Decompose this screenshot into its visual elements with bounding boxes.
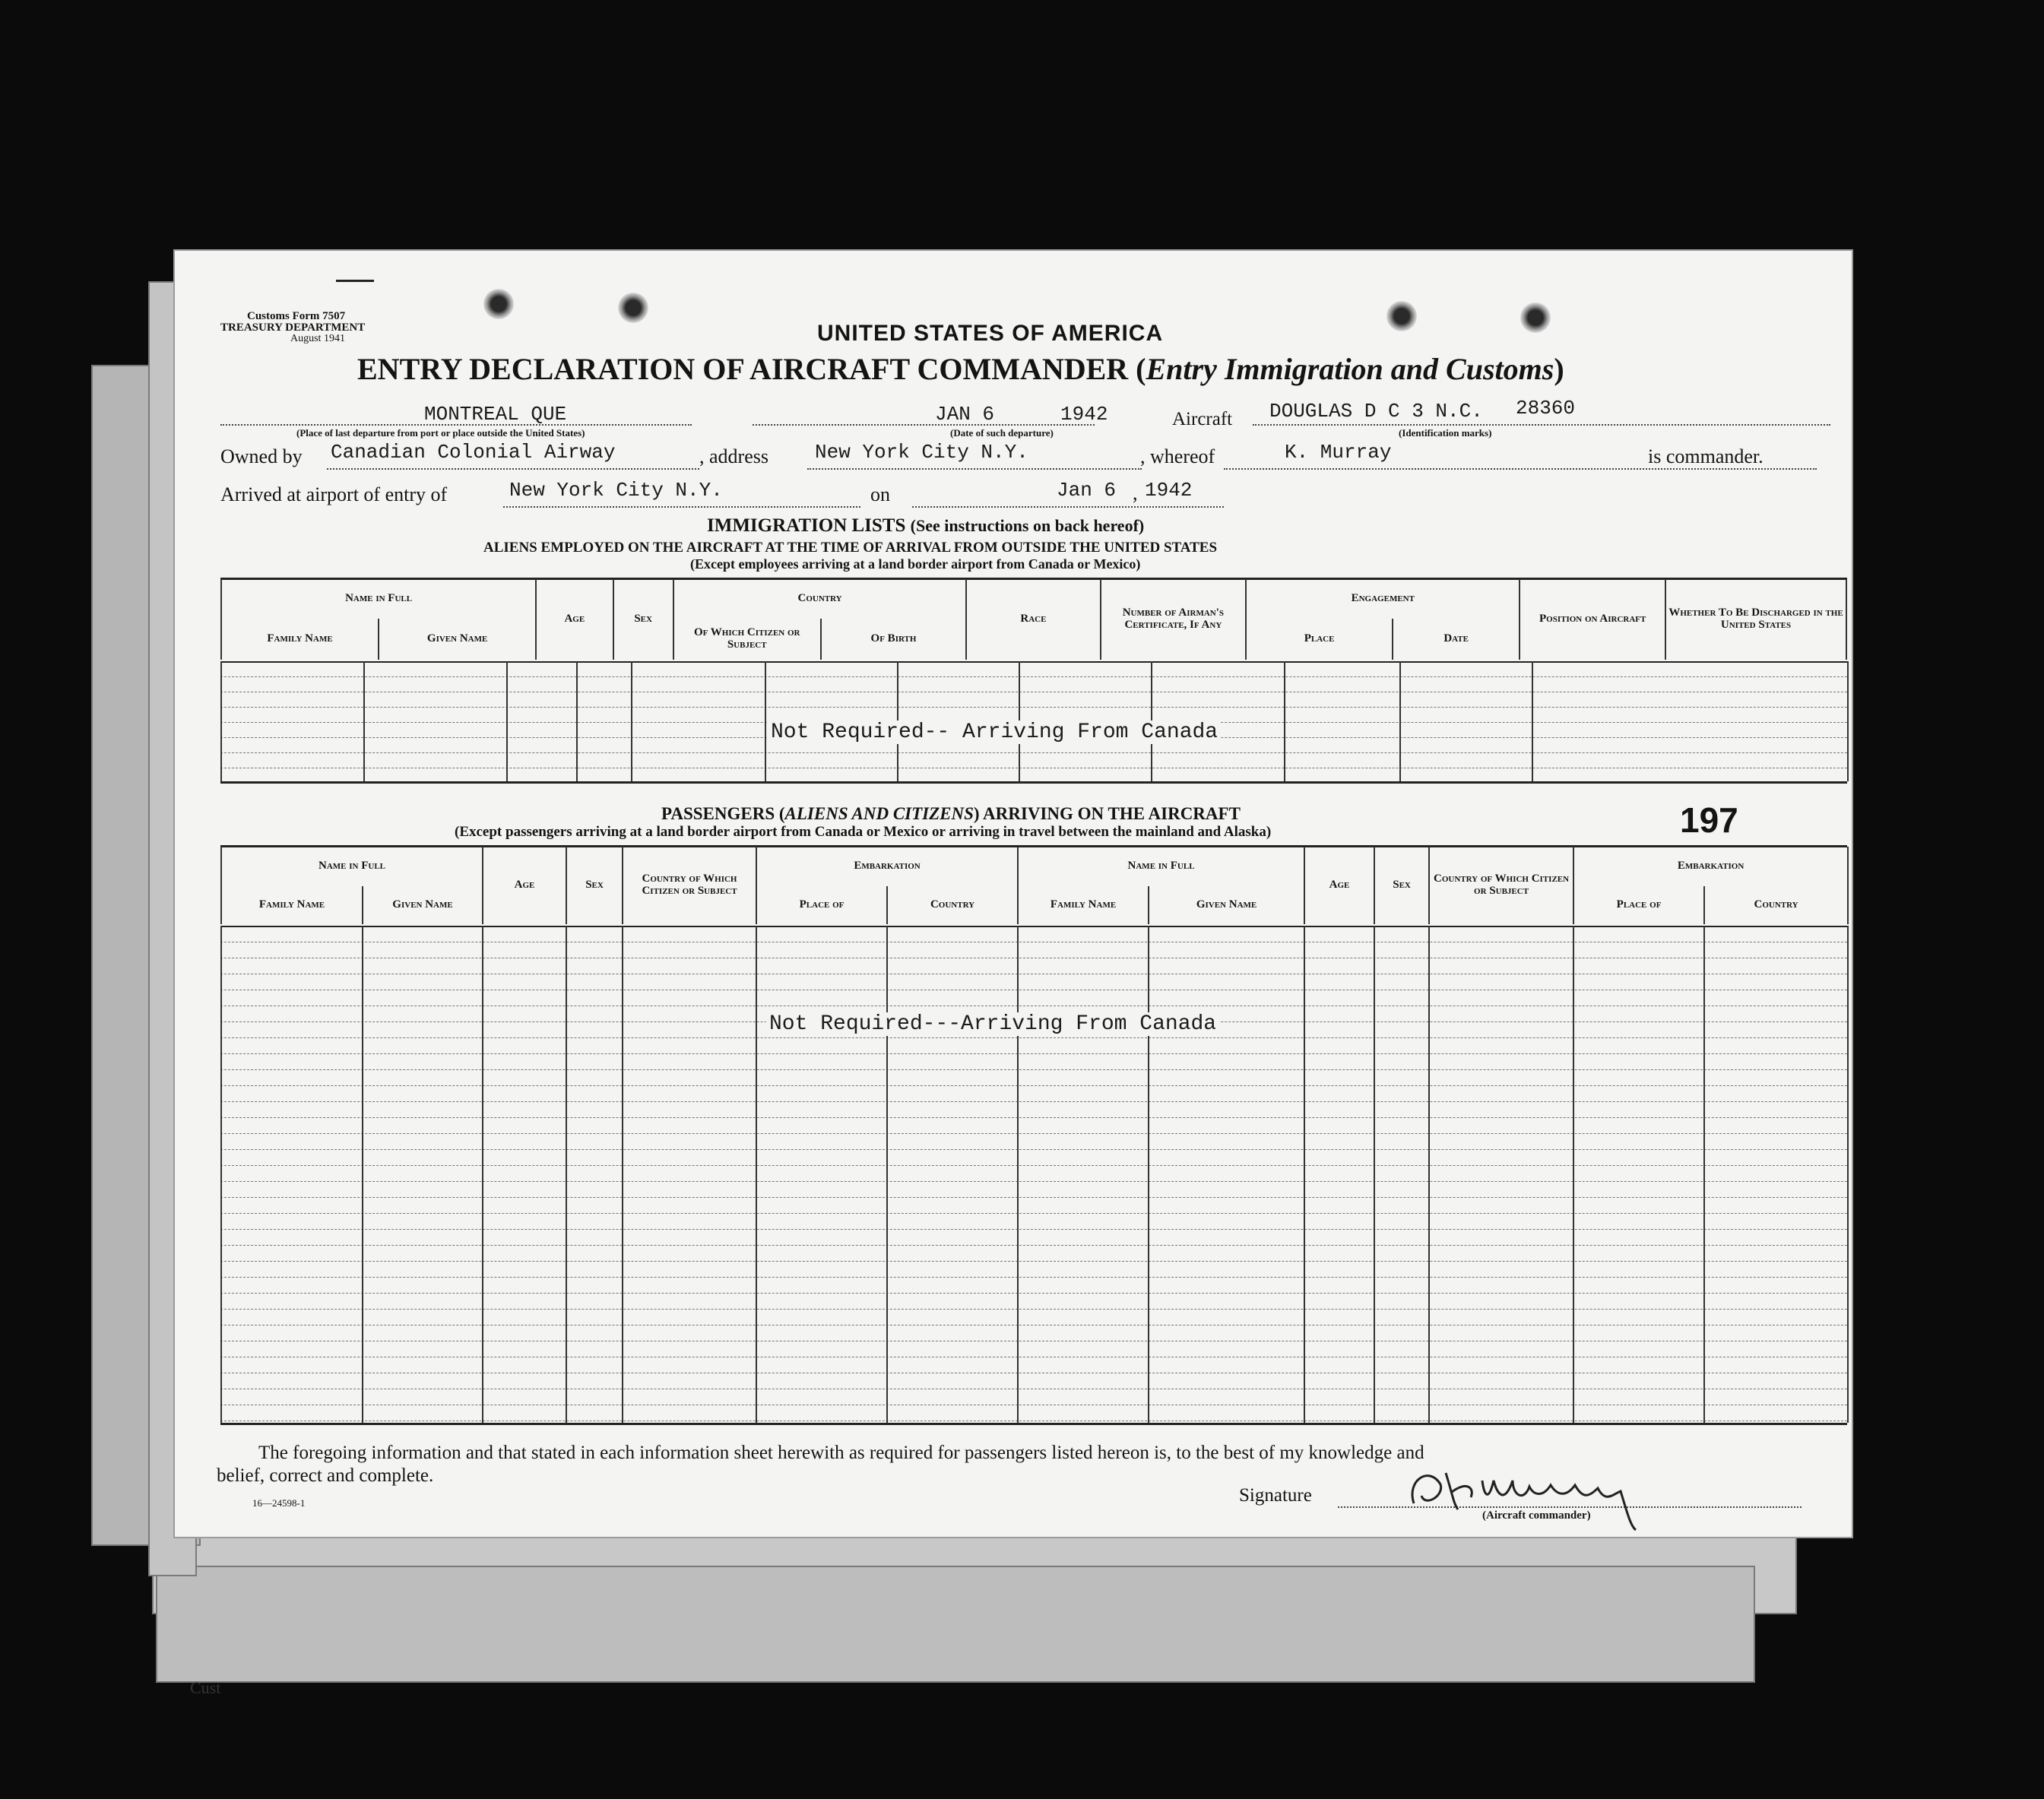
passengers-heading-pre: PASSENGERS ( (661, 804, 785, 823)
table-column-line (631, 661, 632, 781)
punch-hole-1 (483, 289, 514, 319)
imm-col-engagement: Engagement (1246, 579, 1520, 619)
table-rule-line (220, 1245, 1847, 1246)
table-column-line (482, 926, 483, 1423)
pax-col-name-in-full: Name in Full (221, 847, 483, 886)
table-rule-line (220, 1197, 1847, 1198)
table-column-line (886, 926, 888, 1423)
arrival-on-label: on (870, 483, 890, 505)
pax-col-embarkation-2: Embarkation (1573, 847, 1848, 886)
passengers-heading-italic: ALIENS AND CITIZENS (784, 804, 974, 823)
immigration-table-header (220, 579, 1847, 660)
immigration-heading-note: (See instructions on back hereof) (910, 516, 1145, 535)
table-column-line (1148, 926, 1149, 1423)
table-column-line (756, 926, 757, 1423)
table-column-line (1847, 926, 1849, 1423)
pax-col-age-2: Age (1304, 847, 1374, 924)
country-heading: UNITED STATES OF AMERICA (817, 321, 1164, 346)
immigration-heading (707, 515, 1144, 537)
signature-caption: (Aircraft commander) (1482, 1509, 1591, 1522)
form-title (357, 351, 1564, 387)
imm-col-citizen-of: Of Which Citizen or Subject (673, 619, 821, 660)
imm-col-date: Date (1393, 619, 1520, 660)
table-rule-line (220, 1213, 1847, 1214)
arrival-label: Arrived at airport of entry of (220, 483, 448, 505)
table-column-line (362, 926, 363, 1423)
immigration-subheading: ALIENS EMPLOYED ON THE AIRCRAFT AT THE TIME OF ARRIVAL FROM OUTSIDE THE UNITED STATES (483, 540, 1218, 556)
table-rule-line (220, 1037, 1847, 1038)
form-edition: August 1941 (290, 333, 345, 344)
aircraft-number: 28360 (1516, 397, 1576, 420)
table-column-line (1304, 926, 1305, 1423)
imm-col-certificate: Number of Airman's Certificate, If Any (1101, 579, 1247, 660)
passengers-note: Not Required---Arriving From Canada (766, 1012, 1219, 1036)
pax-col-given-name-2: Given Name (1149, 886, 1304, 924)
imm-col-place: Place (1246, 619, 1393, 660)
aircraft-label: Aircraft (1172, 409, 1233, 429)
table-column-line (1428, 926, 1430, 1423)
table-column-line (765, 661, 766, 781)
table-rule-line (220, 1293, 1847, 1294)
table-rule-line (220, 1101, 1847, 1102)
table-rule-line (220, 1229, 1847, 1230)
immigration-note: Not Required-- Arriving From Canada (768, 721, 1221, 744)
table-column-line (1017, 926, 1019, 1423)
table-column-line (1284, 661, 1285, 781)
table-column-line (220, 926, 222, 1423)
table-rule-line (220, 676, 1847, 677)
pax-col-citizen-of: Country of Which Citizen or Subject (623, 847, 756, 924)
form-title-italic: Entry Immigration and Customs (1146, 352, 1554, 386)
table-rule-line (220, 1149, 1847, 1150)
imm-col-name-in-full: Name in Full (221, 579, 536, 619)
table-column-line (506, 661, 508, 781)
table-column-line (1532, 661, 1533, 781)
owner-value: Canadian Colonial Airway (331, 441, 616, 464)
address-label: , address (699, 445, 768, 467)
owned-by-label: Owned by (220, 445, 303, 467)
form-number: Customs Form 7507 (247, 310, 346, 322)
declaration-text-line2: belief, correct and complete. (217, 1465, 434, 1486)
pax-col-country-2: Country (1704, 886, 1848, 924)
arrival-date-value: Jan 6 (1057, 479, 1117, 502)
imm-col-of-birth: Of Birth (821, 619, 967, 660)
table-column-line (220, 661, 222, 781)
address-value: New York City N.Y. (815, 441, 1028, 464)
table-column-line (622, 926, 623, 1423)
departure-date-caption: (Date of such departure) (950, 427, 1054, 439)
pax-col-country: Country (887, 886, 1018, 924)
pax-col-family-name-2: Family Name (1018, 886, 1149, 924)
punch-hole-4 (1520, 302, 1551, 333)
passengers-heading-post: ) ARRIVING ON THE AIRCRAFT (973, 804, 1241, 823)
table-column-line (576, 661, 578, 781)
punch-hole-2 (618, 293, 648, 323)
table-rule-line (220, 1053, 1847, 1054)
table-column-line (363, 661, 365, 781)
table-rule-line (220, 1133, 1847, 1134)
immigration-exception: (Except employees arriving at a land border airport from Canada or Mexico) (690, 556, 1141, 572)
pax-col-given-name: Given Name (363, 886, 483, 924)
arrival-date-comma: , (1133, 482, 1138, 504)
pax-col-embarkation: Embarkation (756, 847, 1018, 886)
stamp-number: 197 (1680, 800, 1738, 840)
imm-col-race: Race (966, 579, 1100, 660)
pax-col-family-name: Family Name (221, 886, 363, 924)
table-column-line (1703, 926, 1705, 1423)
imm-col-country: Country (673, 579, 967, 619)
form-title-close: ) (1554, 352, 1564, 386)
imm-col-age: Age (536, 579, 613, 660)
whereof-label: , whereof (1140, 445, 1215, 467)
passengers-exception: (Except passengers arriving at a land border airport from Canada or Mexico or arriving in travel between the mainland and Alaska) (455, 824, 1272, 840)
departure-date-value: JAN 6 (935, 403, 995, 426)
imm-col-sex: Sex (613, 579, 673, 660)
imm-col-discharged: Whether To Be Discharged in the United States (1665, 579, 1846, 660)
table-rule-line (220, 1261, 1847, 1262)
table-rule-line (220, 1277, 1847, 1278)
table-column-line (566, 926, 567, 1423)
departure-place-caption: (Place of last departure from port or place outside the United States) (296, 427, 585, 439)
table-rule-line (220, 1181, 1847, 1182)
imm-col-family-name: Family Name (221, 619, 379, 660)
imm-col-given-name: Given Name (379, 619, 536, 660)
departure-place-value: MONTREAL QUE (424, 403, 567, 426)
departure-year (1060, 403, 1108, 426)
table-rule-line (220, 1117, 1847, 1118)
table-rule-line (220, 752, 1847, 753)
imm-col-position: Position on Aircraft (1520, 579, 1665, 660)
table-column-line (1573, 926, 1574, 1423)
pax-col-place-of-2: Place of (1573, 886, 1704, 924)
pax-col-sex-2: Sex (1374, 847, 1429, 924)
punch-hole-3 (1386, 301, 1417, 331)
form-title-main: ENTRY DECLARATION OF AIRCRAFT COMMANDER ( (357, 352, 1146, 386)
commander-label: is commander. (1648, 445, 1764, 467)
form-dash-mark (336, 280, 374, 282)
departure-year-prefix: 194 (1060, 403, 1096, 426)
print-code: 16—24598-1 (252, 1497, 306, 1509)
table-column-line (1847, 661, 1849, 781)
table-rule-line (220, 1165, 1847, 1166)
entry-declaration-form (175, 251, 1852, 1537)
form-department: TREASURY DEPARTMENT (220, 321, 366, 334)
passengers-heading (661, 804, 1241, 824)
immigration-heading-title: IMMIGRATION LISTS (707, 515, 906, 536)
stack-edge-text: Cust (190, 1678, 221, 1697)
signature-label: Signature (1239, 1485, 1312, 1506)
pax-col-name-in-full-2: Name in Full (1018, 847, 1304, 886)
pax-col-place-of: Place of (756, 886, 887, 924)
table-rule-line (220, 1085, 1847, 1086)
departure-year-suffix: 2 (1095, 403, 1108, 426)
pax-col-citizen-of-2: Country of Which Citizen or Subject (1429, 847, 1573, 924)
pax-col-sex: Sex (566, 847, 623, 924)
table-rule-line (220, 707, 1847, 708)
arrival-airport-value: New York City N.Y. (509, 479, 723, 502)
passengers-table-header (220, 847, 1849, 924)
table-rule-line (220, 1309, 1847, 1310)
commander-value: K. Murray (1285, 441, 1392, 464)
aircraft-value: DOUGLAS D C 3 N.C. (1269, 400, 1483, 423)
table-rule-line (220, 1069, 1847, 1070)
table-column-line (1399, 661, 1401, 781)
declaration-text-line1: The foregoing information and that stated in each information sheet herewith as required for passengers listed hereon is, to the best of my knowledge and (258, 1443, 1424, 1463)
pax-col-age: Age (483, 847, 566, 924)
arrival-year-value: 1942 (1145, 479, 1193, 502)
paper-stack-layer-2 (156, 1566, 1755, 1683)
table-column-line (1374, 926, 1375, 1423)
aircraft-caption: (Identification marks) (1399, 427, 1492, 439)
